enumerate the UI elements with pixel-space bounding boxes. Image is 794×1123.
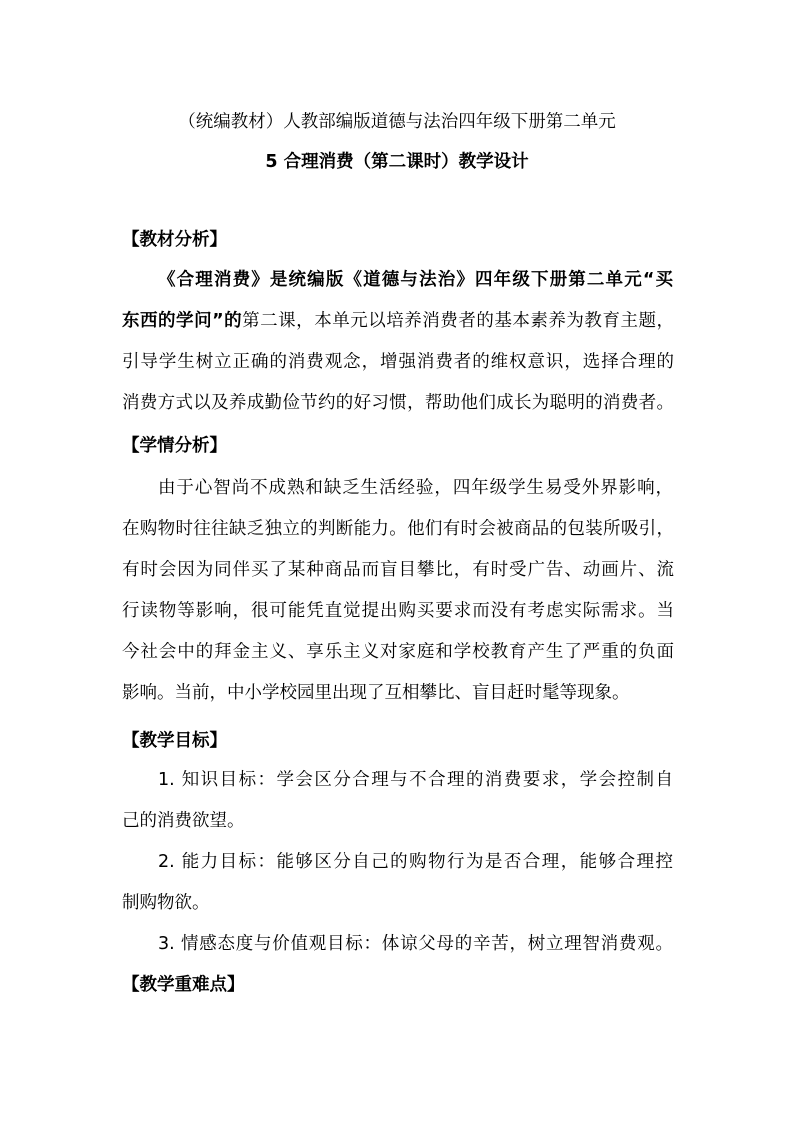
goal-2-line-2: 制购物欲。 bbox=[122, 893, 210, 913]
document-subtitle: 5 合理消费（第二课时）教学设计 bbox=[265, 152, 529, 172]
students-line-5: 今社会中的拜金主义、享乐主义对家庭和学校教育产生了严重的负面 bbox=[122, 642, 674, 662]
students-line-3: 有时会因为同伴买了某种商品而盲目攀比，有时受广告、动画片、流 bbox=[122, 560, 674, 580]
analysis-line-4: 消费方式以及养成勤俭节约的好习惯，帮助他们成长为聪明的消费者。 bbox=[122, 393, 674, 413]
goal-3-line-1: 3. 情感态度与价值观目标：体谅父母的辛苦，树立理智消费观。 bbox=[158, 934, 673, 954]
goal-2-line-1: 2. 能力目标：能够区分自己的购物行为是否合理，能够合理控 bbox=[158, 852, 673, 872]
section-heading-students: 【学情分析】 bbox=[122, 436, 227, 456]
students-line-2: 在购物时往往缺乏独立的判断能力。他们有时会被商品的包装所吸引， bbox=[122, 519, 674, 539]
section-heading-analysis: 【教材分析】 bbox=[122, 230, 227, 250]
section-heading-goals: 【教学目标】 bbox=[122, 731, 227, 751]
analysis-line-3: 引导学生树立正确的消费观念，增强消费者的维权意识，选择合理的 bbox=[122, 352, 674, 372]
analysis-line-1: 《合理消费》是统编版《道德与法治》四年级下册第二单元“买 bbox=[158, 270, 673, 290]
section-heading-difficulties: 【教学重难点】 bbox=[122, 975, 245, 995]
goal-1-line-1: 1. 知识目标：学会区分合理与不合理的消费要求，学会控制自 bbox=[158, 770, 673, 790]
analysis-line-2 bbox=[122, 309, 674, 333]
analysis-line-2-rest: 第二课，本单元以培养消费者的基本素养为教育主题， bbox=[242, 311, 674, 331]
students-line-4: 行读物等影响，很可能凭直觉提出购买要求而没有考虑实际需求。当 bbox=[122, 601, 674, 621]
students-line-6: 影响。当前，中小学校园里出现了互相攀比、盲目赶时髦等现象。 bbox=[122, 683, 630, 703]
goal-1-line-2: 己的消费欲望。 bbox=[122, 811, 245, 831]
analysis-line-2-bold: 东西的学问”的 bbox=[122, 311, 243, 331]
document-title: （统编教材）人教部编版道德与法治四年级下册第二单元 bbox=[178, 112, 616, 132]
students-line-1: 由于心智尚不成熟和缺乏生活经验，四年级学生易受外界影响， bbox=[158, 478, 673, 498]
